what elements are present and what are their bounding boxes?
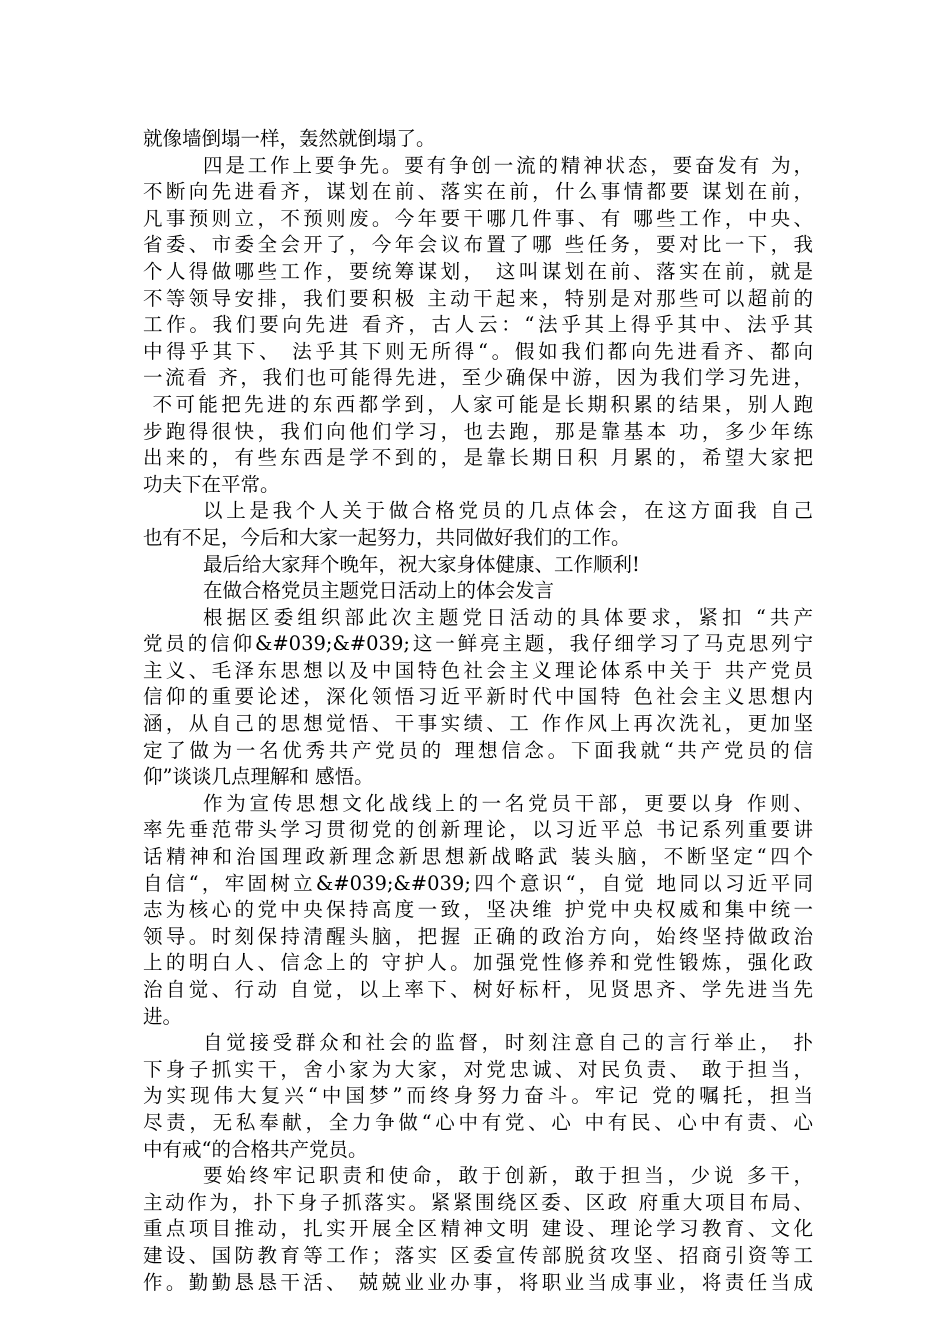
text-line: 作。勤勤恳恳干活、 兢兢业业办事，将职业当成事业，将责任当成	[143, 1270, 813, 1294]
text-line: 工作。我们要向先进 看齐，古人云：“法乎其上得乎其中、法乎其	[143, 313, 813, 337]
text-line: 省委、市委全会开了，今年会议布置了哪 些任务，要对比一下，我	[143, 233, 813, 257]
text-line: 主动作为，扑下身子抓落实。紧紧围绕区委、区政 府重大项目布局、	[143, 1190, 813, 1214]
text-line: 进。	[143, 1004, 183, 1028]
text-line: 根据区委组织部此次主题党日活动的具体要求，紧扣 “共产	[203, 605, 813, 629]
text-line: 功夫下在平常。	[143, 472, 280, 496]
text-line: 领导。时刻保持清醒头脑，把握 正确的政治方向，始终坚持做政治	[143, 924, 813, 948]
text-line: 治自觉、行动 自觉，以上率下、树好标杆，见贤思齐、学先进当先	[143, 978, 813, 1001]
text-line: 不等领导安排，我们要积极 主动干起来，特别是对那些可以超前的	[143, 286, 813, 310]
text-line: 作为宣传思想文化战线上的一名党员干部，更要以身 作则、	[203, 791, 813, 815]
text-line: 话精神和治国理政新理念新思想新战略武 装头脑，不断坚定“四个	[143, 845, 813, 869]
text-line: 个人得做哪些工作，要统筹谋划， 这叫谋划在前、落实在前，就是	[143, 259, 813, 283]
text-line: 上的明白人、信念上的 守护人。加强党性修养和党性锻炼，强化政	[143, 951, 813, 975]
text-line: 以上是我个人关于做合格党员的几点体会，在这方面我 自己	[203, 499, 813, 523]
text-line: 自信“，牢固树立&#039;&#039;四个意识“，自觉 地同以习近平同	[143, 871, 813, 895]
text-line: 中得乎其下、 法乎其下则无所得“。假如我们都向先进看齐、都向	[143, 339, 813, 363]
text-line: 党员的信仰&#039;&#039;这一鲜亮主题，我仔细学习了马克思列宁	[143, 632, 813, 656]
text-line: 率先垂范带头学习贯彻党的创新理论，以习近平总 书记系列重要讲	[143, 818, 813, 842]
text-line: 主义、毛泽东思想以及中国特色社会主义理论体系中关于 共产党员	[143, 658, 813, 682]
text-line: 步跑得很快，我们向他们学习，也去跑，那是靠基本 功，多少年练	[143, 419, 813, 443]
text-line: 自觉接受群众和社会的监督，时刻注意自己的言行举止， 扑	[203, 1031, 813, 1055]
text-line: 最后给大家拜个晚年，祝大家身体健康、工作顺利!	[203, 552, 640, 576]
text-line: 不可能把先进的东西都学到，人家可能是长期积累的结果，别人跑	[143, 392, 813, 416]
body-text	[143, 126, 813, 1296]
text-line: 出来的，有些东西是学不到的，是靠长期日积 月累的，希望大家把	[143, 446, 813, 470]
text-line: 定了做为一名优秀共产党员的 理想信念。下面我就“共产党员的信	[143, 738, 813, 762]
text-line: 下身子抓实干，舍小家为大家，对党忠诚、对民负责、 敢于担当，	[143, 1057, 813, 1081]
text-line: 就像墙倒塌一样，轰然就倒塌了。	[143, 127, 436, 150]
text-line: 也有不足，今后和大家一起努力，共同做好我们的工作。	[143, 525, 631, 549]
text-line: 中有戒“的合格共产党员。	[143, 1137, 368, 1161]
text-line: 仰”谈谈几点理解和 感悟。	[143, 765, 374, 789]
text-line: 尽责，无私奉献，全力争做“心中有党、心 中有民、心中有责、心	[143, 1110, 813, 1134]
text-line: 志为核心的党中央保持高度一致，坚决维 护党中央权威和集中统一	[143, 898, 813, 922]
text-line: 不断向先进看齐，谋划在前、落实在前，什么事情都要 谋划在前，	[143, 180, 813, 204]
text-line: 凡事预则立，不预则废。今年要干哪几件事、有 哪些工作，中央、	[143, 206, 813, 230]
text-line: 在做合格党员主题党日活动上的体会发言	[203, 579, 555, 603]
text-line: 四是工作上要争先。要有争创一流的精神状态，要奋发有 为，	[203, 153, 813, 177]
text-line: 一流看 齐，我们也可能得先进，至少确保中游，因为我们学习先进，	[143, 366, 813, 390]
text-line: 信仰的重要论述，深化领悟习近平新时代中国特 色社会主义思想内	[143, 685, 813, 709]
text-line: 重点项目推动，扎实开展全区精神文明 建设、理论学习教育、文化	[143, 1217, 813, 1241]
text-line: 为实现伟大复兴“中国梦”而终身努力奋斗。牢记 党的嘱托，担当	[143, 1084, 813, 1108]
text-line: 建设、国防教育等工作；落实 区委宣传部脱贫攻坚、招商引资等工	[143, 1243, 813, 1267]
text-line: 涵，从自己的思想觉悟、干事实绩、工 作作风上再次洗礼，更加坚	[143, 712, 813, 736]
text-line: 要始终牢记职责和使命，敢于创新，敢于担当，少说 多干，	[203, 1164, 813, 1188]
